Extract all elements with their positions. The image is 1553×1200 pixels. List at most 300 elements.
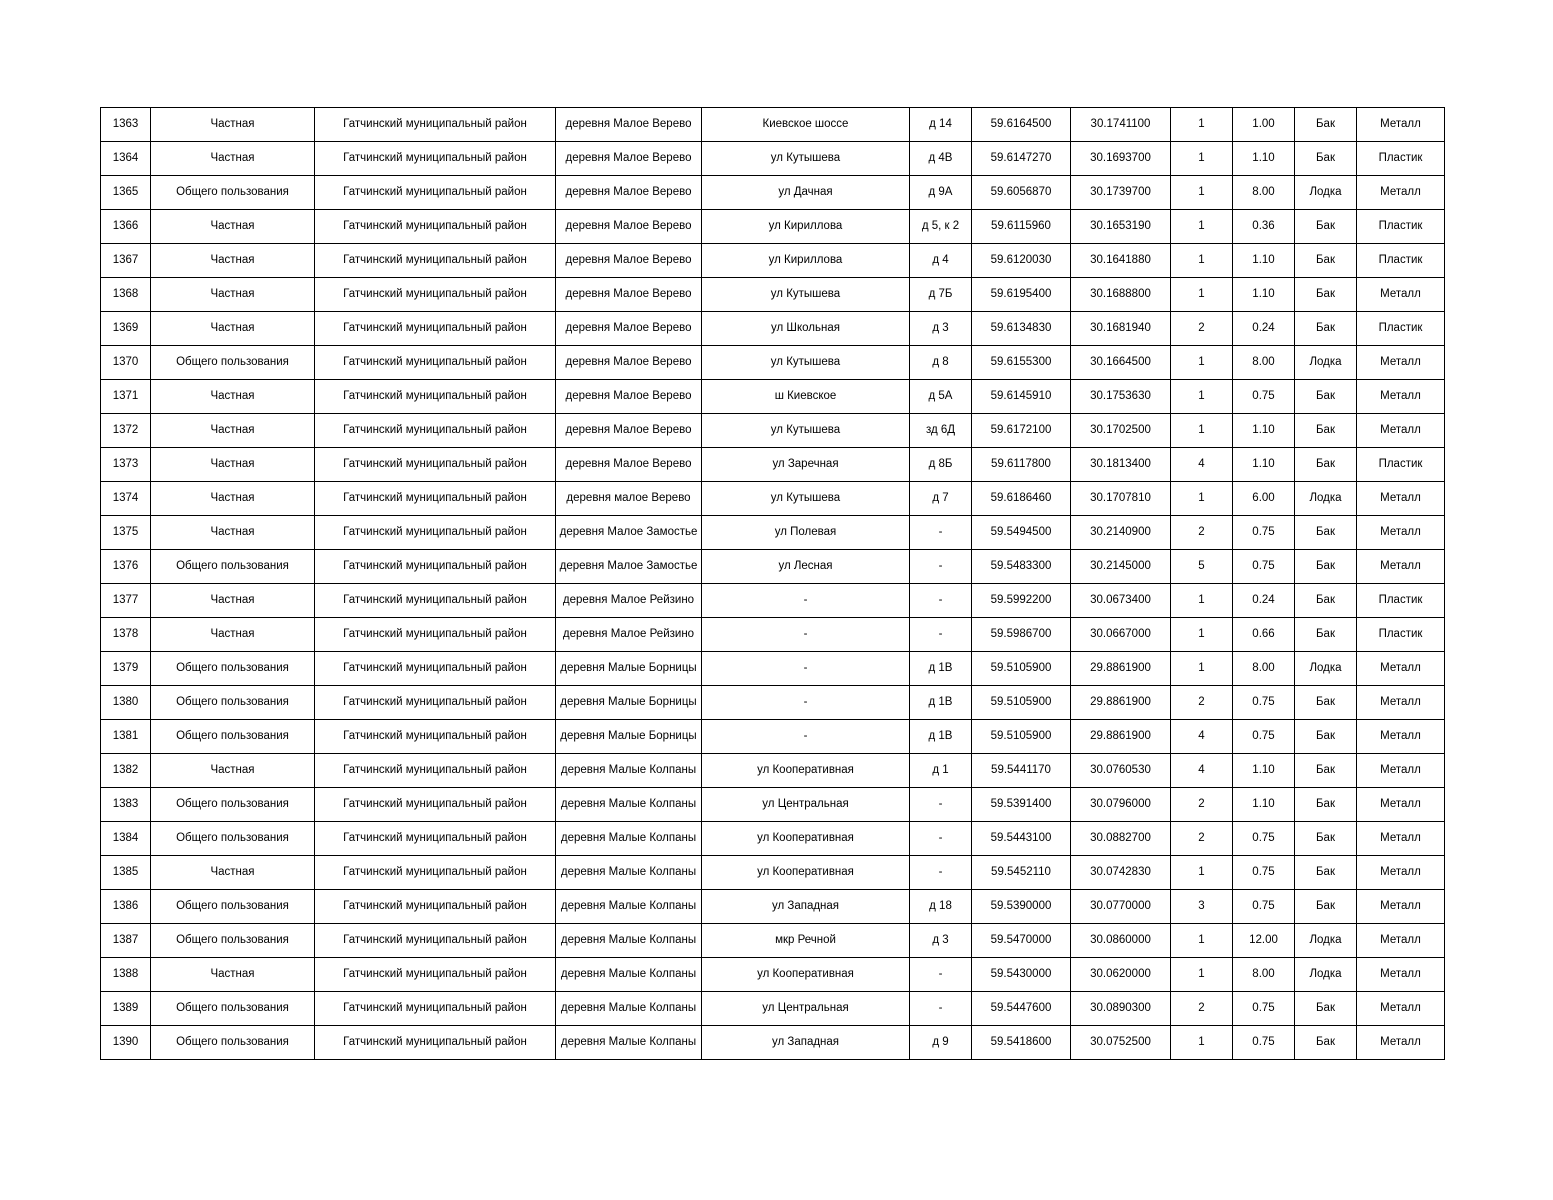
ownership-cell: Общего пользования xyxy=(151,686,315,720)
volume-cell: 0.75 xyxy=(1233,822,1295,856)
latitude-cell: 59.5992200 xyxy=(972,584,1071,618)
longitude-cell: 30.0860000 xyxy=(1071,924,1171,958)
building-cell: д 5А xyxy=(910,380,972,414)
material-cell: Металл xyxy=(1357,346,1445,380)
material-cell: Металл xyxy=(1357,516,1445,550)
street-cell: ул Кутышева xyxy=(702,278,910,312)
row-number-cell: 1385 xyxy=(101,856,151,890)
material-cell: Металл xyxy=(1357,992,1445,1026)
longitude-cell: 29.8861900 xyxy=(1071,686,1171,720)
table-row xyxy=(101,788,1445,822)
material-cell: Металл xyxy=(1357,754,1445,788)
container-type-cell: Бак xyxy=(1295,1026,1357,1060)
container-count-cell: 1 xyxy=(1171,210,1233,244)
table-row xyxy=(101,210,1445,244)
row-number-cell: 1371 xyxy=(101,380,151,414)
latitude-cell: 59.5390000 xyxy=(972,890,1071,924)
container-count-cell: 1 xyxy=(1171,584,1233,618)
ownership-cell: Частная xyxy=(151,210,315,244)
street-cell: - xyxy=(702,618,910,652)
container-count-cell: 1 xyxy=(1171,346,1233,380)
material-cell: Металл xyxy=(1357,924,1445,958)
building-cell: д 8Б xyxy=(910,448,972,482)
building-cell: д 14 xyxy=(910,108,972,142)
ownership-cell: Частная xyxy=(151,516,315,550)
table-row xyxy=(101,652,1445,686)
locality-cell: деревня Малые Колпаны xyxy=(556,788,702,822)
building-cell: - xyxy=(910,822,972,856)
ownership-cell: Общего пользования xyxy=(151,788,315,822)
street-cell: ул Заречная xyxy=(702,448,910,482)
longitude-cell: 29.8861900 xyxy=(1071,720,1171,754)
longitude-cell: 29.8861900 xyxy=(1071,652,1171,686)
building-cell: д 4В xyxy=(910,142,972,176)
latitude-cell: 59.5441170 xyxy=(972,754,1071,788)
locality-cell: деревня Малое Верево xyxy=(556,448,702,482)
container-type-cell: Бак xyxy=(1295,550,1357,584)
row-number-cell: 1373 xyxy=(101,448,151,482)
table-row xyxy=(101,244,1445,278)
building-cell: д 8 xyxy=(910,346,972,380)
street-cell: ул Дачная xyxy=(702,176,910,210)
latitude-cell: 59.6195400 xyxy=(972,278,1071,312)
volume-cell: 0.75 xyxy=(1233,992,1295,1026)
material-cell: Пластик xyxy=(1357,142,1445,176)
locality-cell: деревня Малые Колпаны xyxy=(556,856,702,890)
longitude-cell: 30.0620000 xyxy=(1071,958,1171,992)
building-cell: д 18 xyxy=(910,890,972,924)
locality-cell: деревня Малые Колпаны xyxy=(556,924,702,958)
material-cell: Металл xyxy=(1357,1026,1445,1060)
building-cell: д 7Б xyxy=(910,278,972,312)
container-type-cell: Бак xyxy=(1295,720,1357,754)
ownership-cell: Частная xyxy=(151,482,315,516)
locality-cell: деревня Малое Верево xyxy=(556,244,702,278)
table-row xyxy=(101,924,1445,958)
building-cell: д 1В xyxy=(910,720,972,754)
container-count-cell: 4 xyxy=(1171,448,1233,482)
street-cell: ул Западная xyxy=(702,1026,910,1060)
row-number-cell: 1383 xyxy=(101,788,151,822)
ownership-cell: Частная xyxy=(151,584,315,618)
material-cell: Металл xyxy=(1357,686,1445,720)
container-count-cell: 2 xyxy=(1171,686,1233,720)
volume-cell: 0.66 xyxy=(1233,618,1295,652)
container-count-cell: 1 xyxy=(1171,176,1233,210)
locality-cell: деревня Малые Колпаны xyxy=(556,822,702,856)
table-row xyxy=(101,278,1445,312)
building-cell: - xyxy=(910,618,972,652)
ownership-cell: Общего пользования xyxy=(151,924,315,958)
district-cell: Гатчинский муниципальный район xyxy=(315,856,556,890)
table-row xyxy=(101,142,1445,176)
row-number-cell: 1387 xyxy=(101,924,151,958)
latitude-cell: 59.5470000 xyxy=(972,924,1071,958)
row-number-cell: 1389 xyxy=(101,992,151,1026)
locality-cell: деревня Малое Верево xyxy=(556,346,702,380)
volume-cell: 12.00 xyxy=(1233,924,1295,958)
material-cell: Металл xyxy=(1357,822,1445,856)
material-cell: Пластик xyxy=(1357,584,1445,618)
street-cell: ул Кириллова xyxy=(702,210,910,244)
material-cell: Металл xyxy=(1357,720,1445,754)
volume-cell: 0.75 xyxy=(1233,720,1295,754)
longitude-cell: 30.0752500 xyxy=(1071,1026,1171,1060)
locality-cell: деревня Малое Верево xyxy=(556,380,702,414)
building-cell: зд 6Д xyxy=(910,414,972,448)
locality-cell: деревня Малые Борницы xyxy=(556,720,702,754)
building-cell: - xyxy=(910,788,972,822)
district-cell: Гатчинский муниципальный район xyxy=(315,346,556,380)
container-type-cell: Бак xyxy=(1295,686,1357,720)
latitude-cell: 59.6186460 xyxy=(972,482,1071,516)
container-type-cell: Бак xyxy=(1295,244,1357,278)
district-cell: Гатчинский муниципальный район xyxy=(315,244,556,278)
volume-cell: 8.00 xyxy=(1233,346,1295,380)
district-cell: Гатчинский муниципальный район xyxy=(315,108,556,142)
container-count-cell: 4 xyxy=(1171,754,1233,788)
district-cell: Гатчинский муниципальный район xyxy=(315,142,556,176)
container-count-cell: 1 xyxy=(1171,856,1233,890)
container-type-cell: Лодка xyxy=(1295,652,1357,686)
longitude-cell: 30.0796000 xyxy=(1071,788,1171,822)
district-cell: Гатчинский муниципальный район xyxy=(315,1026,556,1060)
street-cell: ул Кутышева xyxy=(702,414,910,448)
container-count-cell: 2 xyxy=(1171,516,1233,550)
container-count-cell: 2 xyxy=(1171,312,1233,346)
street-cell: Киевское шоссе xyxy=(702,108,910,142)
container-count-cell: 3 xyxy=(1171,890,1233,924)
building-cell: д 1В xyxy=(910,652,972,686)
locality-cell: деревня малое Верево xyxy=(556,482,702,516)
material-cell: Пластик xyxy=(1357,618,1445,652)
row-number-cell: 1366 xyxy=(101,210,151,244)
row-number-cell: 1375 xyxy=(101,516,151,550)
table-row xyxy=(101,380,1445,414)
street-cell: ул Лесная xyxy=(702,550,910,584)
container-type-cell: Бак xyxy=(1295,278,1357,312)
table-row xyxy=(101,618,1445,652)
building-cell: д 1 xyxy=(910,754,972,788)
building-cell: д 7 xyxy=(910,482,972,516)
container-type-cell: Бак xyxy=(1295,890,1357,924)
street-cell: ул Кириллова xyxy=(702,244,910,278)
district-cell: Гатчинский муниципальный район xyxy=(315,720,556,754)
longitude-cell: 30.1693700 xyxy=(1071,142,1171,176)
row-number-cell: 1374 xyxy=(101,482,151,516)
row-number-cell: 1384 xyxy=(101,822,151,856)
container-type-cell: Бак xyxy=(1295,142,1357,176)
district-cell: Гатчинский муниципальный район xyxy=(315,958,556,992)
row-number-cell: 1386 xyxy=(101,890,151,924)
container-type-cell: Бак xyxy=(1295,516,1357,550)
container-count-cell: 4 xyxy=(1171,720,1233,754)
registry-table xyxy=(100,107,1445,1060)
table-row xyxy=(101,414,1445,448)
material-cell: Металл xyxy=(1357,482,1445,516)
table-row xyxy=(101,108,1445,142)
container-type-cell: Бак xyxy=(1295,992,1357,1026)
district-cell: Гатчинский муниципальный район xyxy=(315,380,556,414)
locality-cell: деревня Малые Борницы xyxy=(556,686,702,720)
district-cell: Гатчинский муниципальный район xyxy=(315,924,556,958)
street-cell: ул Полевая xyxy=(702,516,910,550)
table-row xyxy=(101,482,1445,516)
volume-cell: 0.75 xyxy=(1233,890,1295,924)
ownership-cell: Общего пользования xyxy=(151,550,315,584)
volume-cell: 6.00 xyxy=(1233,482,1295,516)
container-count-cell: 1 xyxy=(1171,108,1233,142)
building-cell: д 1В xyxy=(910,686,972,720)
street-cell: - xyxy=(702,720,910,754)
ownership-cell: Частная xyxy=(151,142,315,176)
locality-cell: деревня Малое Рейзино xyxy=(556,618,702,652)
table-row xyxy=(101,754,1445,788)
material-cell: Металл xyxy=(1357,788,1445,822)
street-cell: ул Кооперативная xyxy=(702,958,910,992)
ownership-cell: Частная xyxy=(151,414,315,448)
table-row xyxy=(101,890,1445,924)
building-cell: д 4 xyxy=(910,244,972,278)
container-count-cell: 1 xyxy=(1171,244,1233,278)
row-number-cell: 1377 xyxy=(101,584,151,618)
container-type-cell: Бак xyxy=(1295,312,1357,346)
district-cell: Гатчинский муниципальный район xyxy=(315,754,556,788)
street-cell: ш Киевское xyxy=(702,380,910,414)
volume-cell: 0.75 xyxy=(1233,686,1295,720)
table-row xyxy=(101,856,1445,890)
container-count-cell: 1 xyxy=(1171,618,1233,652)
locality-cell: деревня Малые Колпаны xyxy=(556,1026,702,1060)
district-cell: Гатчинский муниципальный район xyxy=(315,686,556,720)
latitude-cell: 59.6147270 xyxy=(972,142,1071,176)
table-row xyxy=(101,516,1445,550)
street-cell: - xyxy=(702,686,910,720)
longitude-cell: 30.2140900 xyxy=(1071,516,1171,550)
locality-cell: деревня Малое Верево xyxy=(556,278,702,312)
locality-cell: деревня Малое Замостье xyxy=(556,516,702,550)
longitude-cell: 30.2145000 xyxy=(1071,550,1171,584)
material-cell: Пластик xyxy=(1357,312,1445,346)
table-row xyxy=(101,958,1445,992)
district-cell: Гатчинский муниципальный район xyxy=(315,516,556,550)
latitude-cell: 59.6155300 xyxy=(972,346,1071,380)
container-count-cell: 1 xyxy=(1171,482,1233,516)
district-cell: Гатчинский муниципальный район xyxy=(315,312,556,346)
latitude-cell: 59.6164500 xyxy=(972,108,1071,142)
ownership-cell: Частная xyxy=(151,108,315,142)
district-cell: Гатчинский муниципальный район xyxy=(315,414,556,448)
volume-cell: 1.10 xyxy=(1233,448,1295,482)
registry-table-body xyxy=(101,108,1445,1060)
container-count-cell: 1 xyxy=(1171,924,1233,958)
row-number-cell: 1363 xyxy=(101,108,151,142)
volume-cell: 1.10 xyxy=(1233,414,1295,448)
ownership-cell: Общего пользования xyxy=(151,992,315,1026)
locality-cell: деревня Малые Колпаны xyxy=(556,958,702,992)
material-cell: Металл xyxy=(1357,278,1445,312)
volume-cell: 0.24 xyxy=(1233,312,1295,346)
ownership-cell: Общего пользования xyxy=(151,652,315,686)
container-type-cell: Бак xyxy=(1295,380,1357,414)
row-number-cell: 1390 xyxy=(101,1026,151,1060)
container-type-cell: Бак xyxy=(1295,618,1357,652)
container-count-cell: 1 xyxy=(1171,958,1233,992)
container-count-cell: 1 xyxy=(1171,380,1233,414)
container-count-cell: 1 xyxy=(1171,1026,1233,1060)
longitude-cell: 30.0667000 xyxy=(1071,618,1171,652)
volume-cell: 0.75 xyxy=(1233,380,1295,414)
street-cell: ул Кутышева xyxy=(702,482,910,516)
container-count-cell: 1 xyxy=(1171,414,1233,448)
longitude-cell: 30.1688800 xyxy=(1071,278,1171,312)
district-cell: Гатчинский муниципальный район xyxy=(315,788,556,822)
locality-cell: деревня Малые Колпаны xyxy=(556,754,702,788)
material-cell: Металл xyxy=(1357,108,1445,142)
locality-cell: деревня Малые Борницы xyxy=(556,652,702,686)
table-row xyxy=(101,312,1445,346)
building-cell: - xyxy=(910,550,972,584)
ownership-cell: Общего пользования xyxy=(151,822,315,856)
ownership-cell: Частная xyxy=(151,448,315,482)
locality-cell: деревня Малые Колпаны xyxy=(556,992,702,1026)
latitude-cell: 59.5391400 xyxy=(972,788,1071,822)
table-row xyxy=(101,550,1445,584)
container-type-cell: Лодка xyxy=(1295,176,1357,210)
container-type-cell: Лодка xyxy=(1295,924,1357,958)
building-cell: - xyxy=(910,958,972,992)
volume-cell: 8.00 xyxy=(1233,176,1295,210)
row-number-cell: 1388 xyxy=(101,958,151,992)
container-type-cell: Бак xyxy=(1295,856,1357,890)
latitude-cell: 59.6120030 xyxy=(972,244,1071,278)
latitude-cell: 59.5430000 xyxy=(972,958,1071,992)
street-cell: ул Кооперативная xyxy=(702,754,910,788)
longitude-cell: 30.1739700 xyxy=(1071,176,1171,210)
ownership-cell: Общего пользования xyxy=(151,346,315,380)
volume-cell: 0.24 xyxy=(1233,584,1295,618)
volume-cell: 1.10 xyxy=(1233,278,1295,312)
latitude-cell: 59.5105900 xyxy=(972,686,1071,720)
building-cell: - xyxy=(910,516,972,550)
street-cell: ул Кооперативная xyxy=(702,822,910,856)
table-row xyxy=(101,992,1445,1026)
latitude-cell: 59.5443100 xyxy=(972,822,1071,856)
locality-cell: деревня Малое Верево xyxy=(556,176,702,210)
container-type-cell: Бак xyxy=(1295,108,1357,142)
longitude-cell: 30.1653190 xyxy=(1071,210,1171,244)
latitude-cell: 59.6145910 xyxy=(972,380,1071,414)
material-cell: Металл xyxy=(1357,176,1445,210)
container-type-cell: Бак xyxy=(1295,448,1357,482)
volume-cell: 1.10 xyxy=(1233,788,1295,822)
table-row xyxy=(101,686,1445,720)
district-cell: Гатчинский муниципальный район xyxy=(315,822,556,856)
street-cell: ул Кутышева xyxy=(702,346,910,380)
latitude-cell: 59.5452110 xyxy=(972,856,1071,890)
volume-cell: 0.75 xyxy=(1233,1026,1295,1060)
material-cell: Металл xyxy=(1357,380,1445,414)
latitude-cell: 59.5986700 xyxy=(972,618,1071,652)
ownership-cell: Общего пользования xyxy=(151,176,315,210)
locality-cell: деревня Малые Колпаны xyxy=(556,890,702,924)
district-cell: Гатчинский муниципальный район xyxy=(315,618,556,652)
container-count-cell: 5 xyxy=(1171,550,1233,584)
district-cell: Гатчинский муниципальный район xyxy=(315,210,556,244)
district-cell: Гатчинский муниципальный район xyxy=(315,890,556,924)
container-count-cell: 1 xyxy=(1171,278,1233,312)
longitude-cell: 30.0673400 xyxy=(1071,584,1171,618)
building-cell: - xyxy=(910,992,972,1026)
ownership-cell: Частная xyxy=(151,278,315,312)
latitude-cell: 59.5447600 xyxy=(972,992,1071,1026)
ownership-cell: Общего пользования xyxy=(151,720,315,754)
locality-cell: деревня Малое Верево xyxy=(556,108,702,142)
longitude-cell: 30.1753630 xyxy=(1071,380,1171,414)
street-cell: ул Кутышева xyxy=(702,142,910,176)
material-cell: Металл xyxy=(1357,652,1445,686)
latitude-cell: 59.5418600 xyxy=(972,1026,1071,1060)
ownership-cell: Общего пользования xyxy=(151,1026,315,1060)
row-number-cell: 1381 xyxy=(101,720,151,754)
district-cell: Гатчинский муниципальный район xyxy=(315,176,556,210)
longitude-cell: 30.1641880 xyxy=(1071,244,1171,278)
latitude-cell: 59.5494500 xyxy=(972,516,1071,550)
longitude-cell: 30.0890300 xyxy=(1071,992,1171,1026)
volume-cell: 0.36 xyxy=(1233,210,1295,244)
material-cell: Пластик xyxy=(1357,448,1445,482)
container-count-cell: 2 xyxy=(1171,822,1233,856)
latitude-cell: 59.6117800 xyxy=(972,448,1071,482)
table-row xyxy=(101,448,1445,482)
table-row xyxy=(101,822,1445,856)
row-number-cell: 1365 xyxy=(101,176,151,210)
ownership-cell: Частная xyxy=(151,856,315,890)
container-type-cell: Бак xyxy=(1295,584,1357,618)
building-cell: д 9 xyxy=(910,1026,972,1060)
ownership-cell: Частная xyxy=(151,312,315,346)
longitude-cell: 30.1681940 xyxy=(1071,312,1171,346)
building-cell: д 3 xyxy=(910,924,972,958)
volume-cell: 0.75 xyxy=(1233,856,1295,890)
container-type-cell: Лодка xyxy=(1295,482,1357,516)
material-cell: Металл xyxy=(1357,550,1445,584)
ownership-cell: Общего пользования xyxy=(151,890,315,924)
volume-cell: 1.10 xyxy=(1233,244,1295,278)
building-cell: - xyxy=(910,584,972,618)
row-number-cell: 1382 xyxy=(101,754,151,788)
material-cell: Пластик xyxy=(1357,210,1445,244)
ownership-cell: Частная xyxy=(151,244,315,278)
latitude-cell: 59.6056870 xyxy=(972,176,1071,210)
container-type-cell: Лодка xyxy=(1295,958,1357,992)
building-cell: - xyxy=(910,856,972,890)
locality-cell: деревня Малое Верево xyxy=(556,210,702,244)
container-type-cell: Лодка xyxy=(1295,346,1357,380)
material-cell: Металл xyxy=(1357,856,1445,890)
row-number-cell: 1378 xyxy=(101,618,151,652)
street-cell: ул Центральная xyxy=(702,992,910,1026)
table-row xyxy=(101,346,1445,380)
row-number-cell: 1380 xyxy=(101,686,151,720)
latitude-cell: 59.5483300 xyxy=(972,550,1071,584)
ownership-cell: Частная xyxy=(151,958,315,992)
building-cell: д 3 xyxy=(910,312,972,346)
longitude-cell: 30.1707810 xyxy=(1071,482,1171,516)
locality-cell: деревня Малое Верево xyxy=(556,142,702,176)
ownership-cell: Частная xyxy=(151,618,315,652)
longitude-cell: 30.0882700 xyxy=(1071,822,1171,856)
